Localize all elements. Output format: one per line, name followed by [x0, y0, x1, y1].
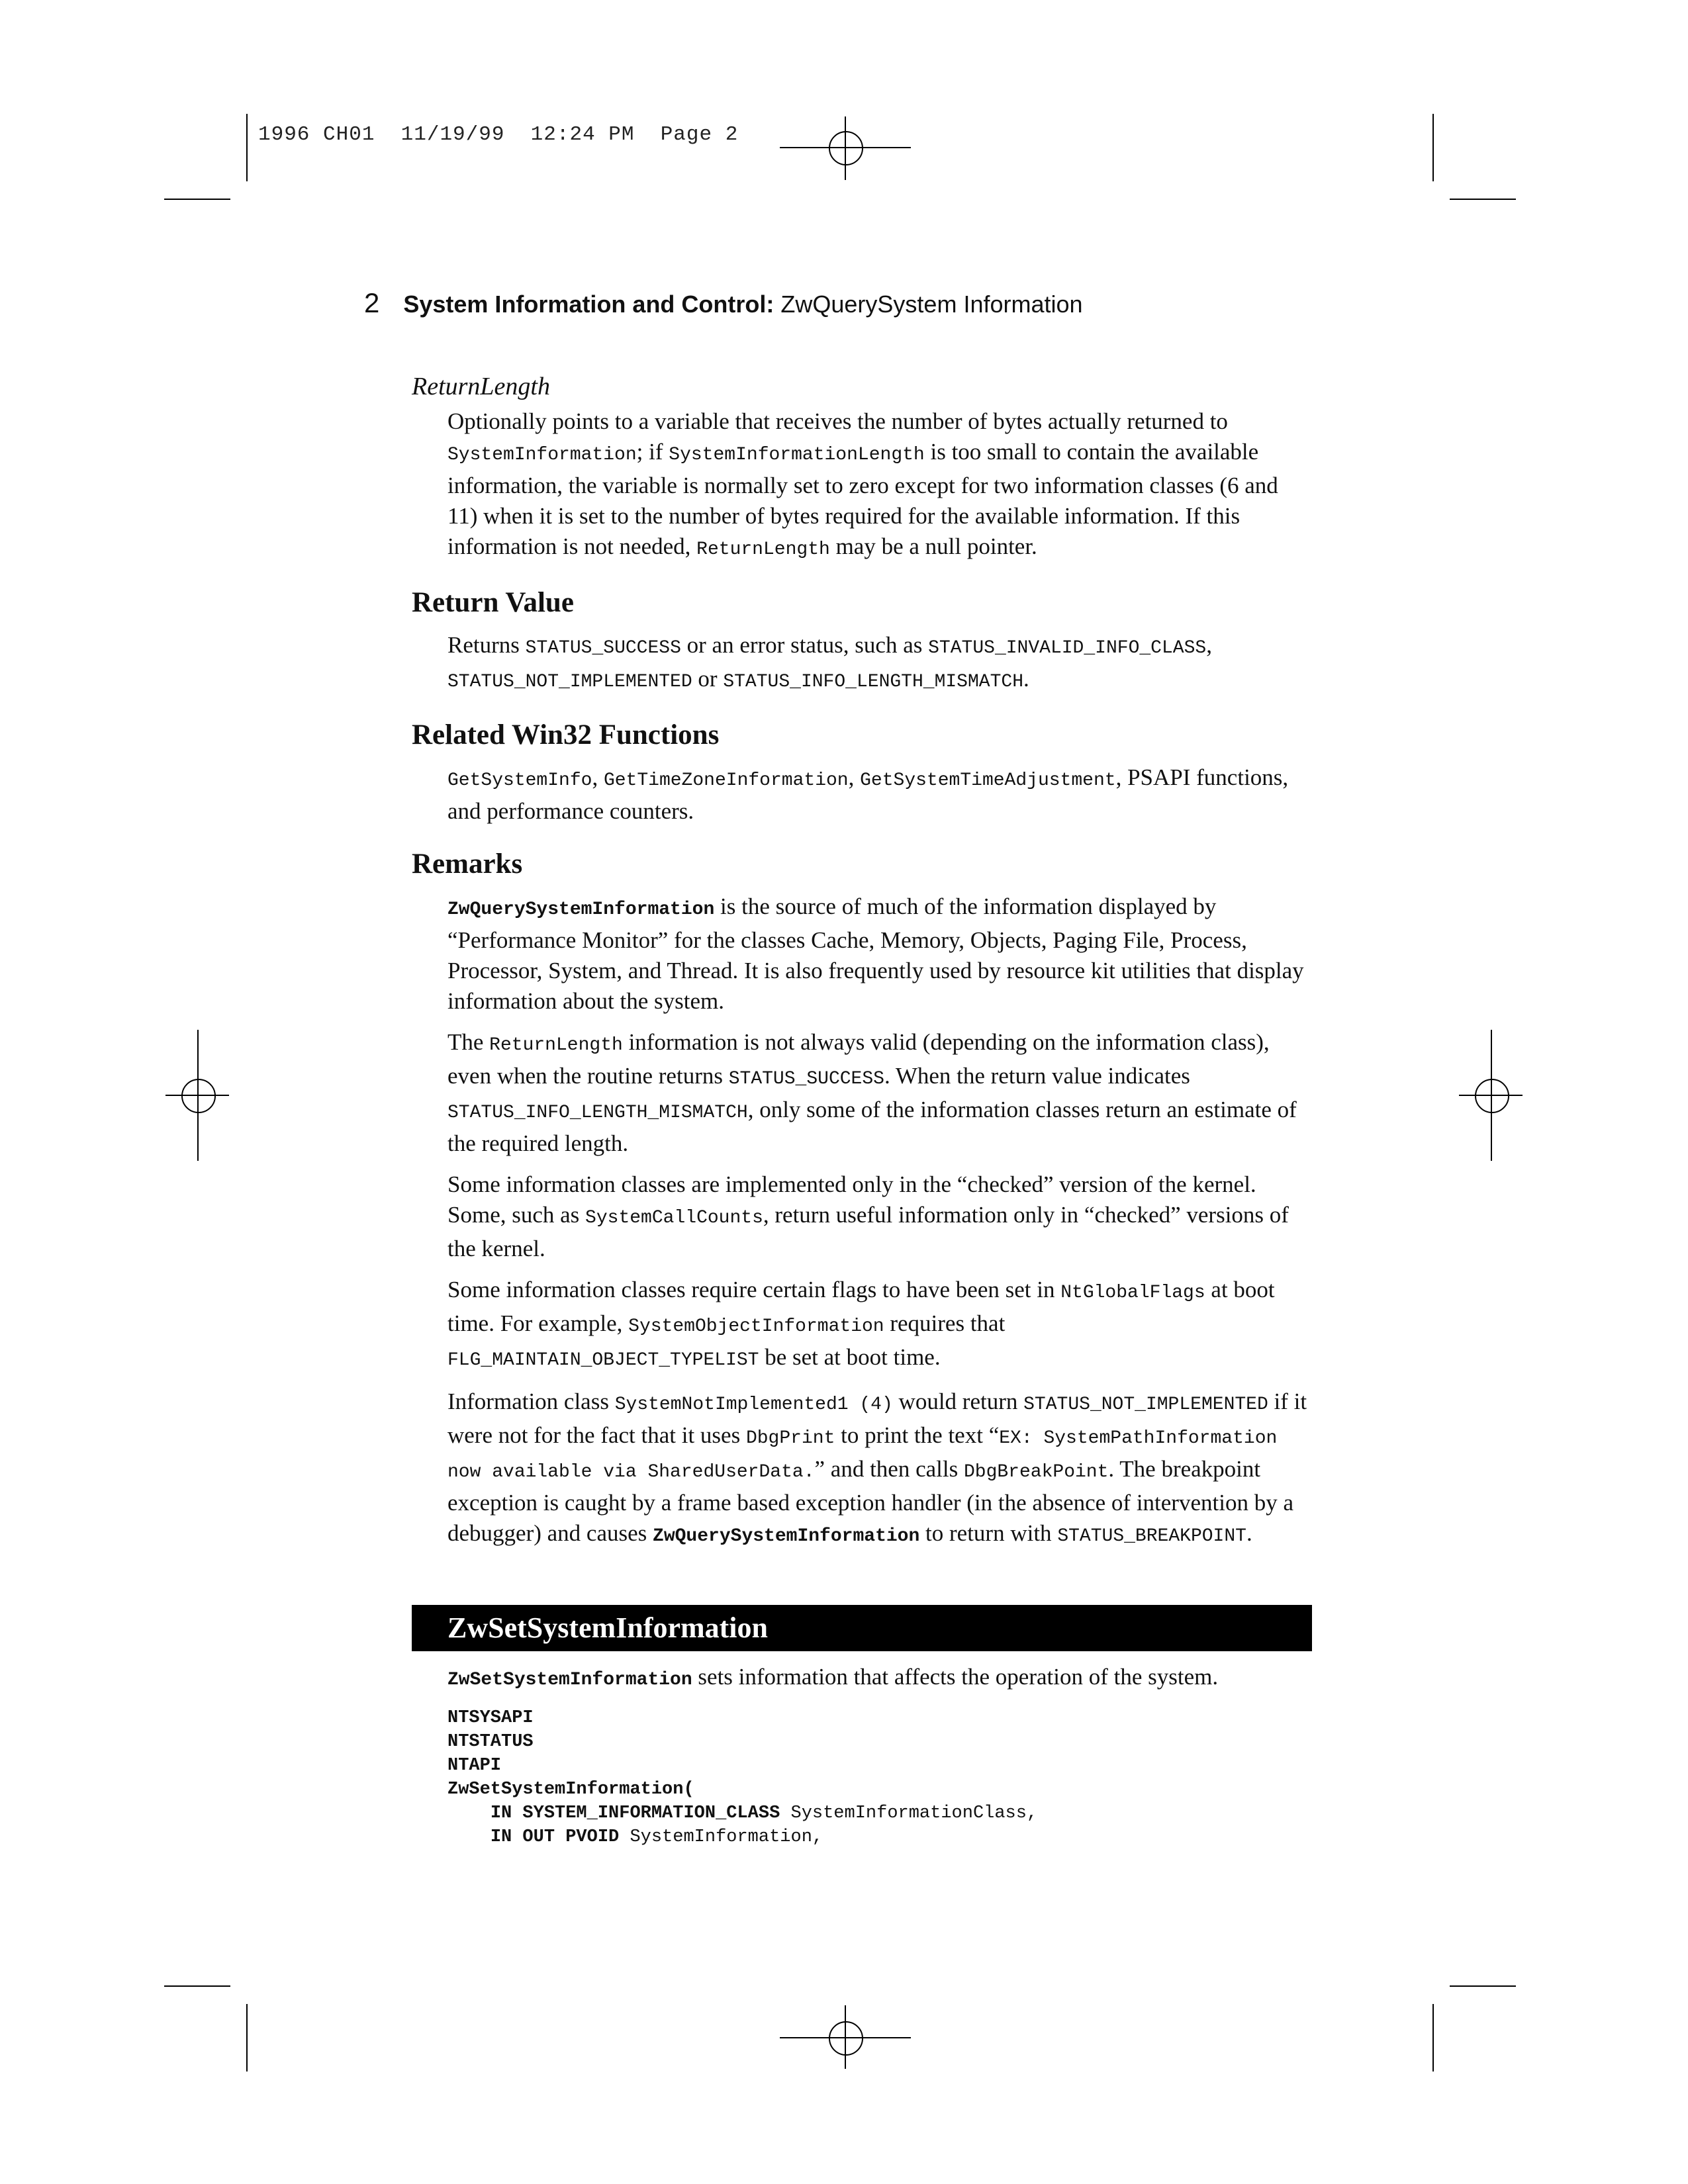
- page-body: [412, 371, 1312, 1849]
- running-head: [364, 287, 1083, 319]
- return-value-heading: Return Value: [412, 587, 574, 618]
- remarks-paragraph: Some information classes are implemented only in the “checked” version of the kernel. Some, such as SystemCallCounts, return useful information only in “checked” versions of the kernel.: [447, 1171, 1289, 1261]
- remarks-paragraph: The ReturnLength information is not always valid (depending on the information class), even when the routine returns STATUS_SUCCESS. When the return value indicates STATUS_INFO_LENGTH_MISMATCH, only some of the information classes return an estimate of the required length.: [447, 1029, 1297, 1156]
- function-prototype: NTSYSAPI NTSTATUS NTAPI ZwSetSystemInformation( IN SYSTEM_INFORMATION_CLASS SystemInformationClass, IN OUT PVOID SystemInformation,: [447, 1708, 1038, 1847]
- remarks-heading: Remarks: [412, 848, 523, 880]
- related-functions-text: GetSystemInfo, GetTimeZoneInformation, GetSystemTimeAdjustment, PSAPI functions, and performance counters.: [447, 764, 1289, 824]
- remarks-paragraph: ZwQuerySystemInformation is the source of much of the information displayed by “Performance Monitor” for the classes Cache, Memory, Objects, Paging File, Process, Processor, System, and Thread. It is also frequently used by resource kit utilities that display information about the system.: [447, 893, 1304, 1014]
- remarks-paragraph: Some information classes require certain flags to have been set in NtGlobalFlags at boot time. For example, SystemObjectInformation requires that FLG_MAINTAIN_OBJECT_TYPELIST be set at boot time.: [447, 1277, 1275, 1371]
- section-name: System Information and Control:: [403, 291, 774, 318]
- param-label: ReturnLength: [412, 373, 550, 400]
- related-functions-heading: Related Win32 Functions: [412, 719, 720, 751]
- param-description: Optionally points to a variable that receives the number of bytes actually returned to SystemInformation; if SystemInformationLength is too small to contain the available information, the variable is normally set to zero except for two information classes (6 and 11) when it is set to the number of bytes required for the available information. If this information is not needed, ReturnLength may be a null pointer.: [447, 408, 1278, 560]
- page-number: 2: [364, 287, 380, 318]
- running-title: ZwQuerySystem Information: [774, 291, 1083, 318]
- printer-slug: 1996 CH01 11/19/99 12:24 PM Page 2: [258, 123, 739, 146]
- remarks-paragraph: Information class SystemNotImplemented1 (4) would return STATUS_NOT_IMPLEMENTED if it were not for the fact that it uses DbgPrint to print the text “EX: SystemPathInformation now available via SharedUserData.” and then calls DbgBreakPoint. The breakpoint exception is caught by a frame based exception handler (in the absence of intervention by a debugger) and causes ZwQuerySystemInformation to return with STATUS_BREAKPOINT.: [447, 1388, 1307, 1547]
- return-value-text: Returns STATUS_SUCCESS or an error status, such as STATUS_INVALID_INFO_CLASS, STATUS_NOT_IMPLEMENTED or STATUS_INFO_LENGTH_MISMATCH.: [447, 632, 1212, 692]
- function-title-bar: ZwSetSystemInformation: [412, 1605, 1312, 1651]
- function-intro: ZwSetSystemInformation sets information that affects the operation of the system.: [447, 1664, 1219, 1690]
